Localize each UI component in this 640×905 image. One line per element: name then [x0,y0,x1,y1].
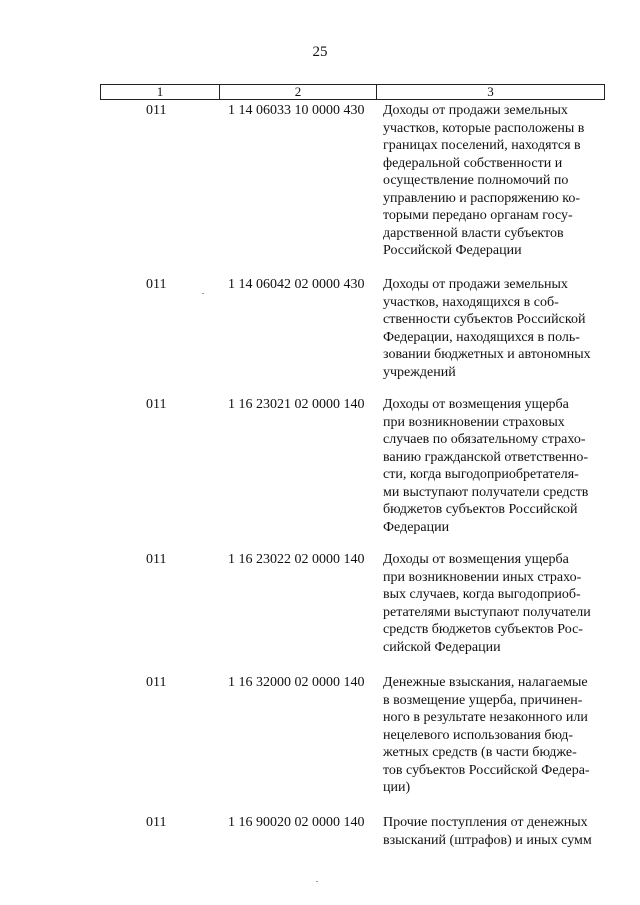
scan-speck [202,293,204,294]
admin-code-cell: 011 [146,552,167,567]
description-line: при возникновении иных страхо- [383,569,582,585]
description-line: бюджетов субъектов Российской [383,502,578,517]
description-line: Доходы от возмещения ущерба [383,552,569,567]
budget-classification-code-cell: 1 16 23022 02 0000 140 [228,552,365,567]
description-line: ванию гражданской ответственно- [383,449,589,465]
budget-classification-code-cell: 1 14 06033 10 0000 430 [228,103,365,118]
header-col-3: 3 [487,84,494,99]
description-line: сти, когда выгодоприобретателя- [383,467,579,482]
scan-speck [316,881,318,882]
budget-classification-code-cell: 1 14 06042 02 0000 430 [228,277,365,292]
admin-code-cell: 011 [146,815,167,830]
description-line: Российской Федерации [383,243,522,258]
description-line: в возмещение ущерба, причинен- [383,692,583,708]
description-line: границах поселений, находятся в [383,138,581,153]
description-line: Денежные взыскания, налагаемые [383,675,588,690]
description-line: тов субъектов Российской Федера- [383,762,590,778]
description-line: федеральной собственности и [383,155,563,171]
description-line: взысканий (штрафов) и иных сумм [383,832,592,848]
budget-classification-code-cell: 1 16 23021 02 0000 140 [228,397,365,412]
header-col-2: 2 [294,84,302,99]
description-line: сийской Федерации [383,639,501,655]
table-header [100,84,605,100]
description-line: ретателями выступают получатели [383,604,591,620]
description-line: Федерации [383,519,450,535]
budget-classification-code-cell: 1 16 90020 02 0000 140 [228,815,365,830]
description-line: Доходы от продажи земельных [383,103,568,118]
admin-code-cell: 011 [146,397,167,412]
description-line: ственности субъектов Российской [383,312,586,327]
income-description-cell [383,102,608,260]
description-line: участков, находящихся в соб- [383,294,559,310]
description-line: Доходы от возмещения ущерба [383,397,569,412]
description-line: дарственной власти субъектов [383,225,564,241]
page-number: 25 [312,44,328,60]
description-line: участков, которые расположены в [383,120,585,136]
description-line: ции) [383,780,411,795]
admin-code-cell: 011 [146,103,167,118]
description-line: Доходы от продажи земельных [383,277,568,292]
description-line: торыми передано органам госу- [383,208,573,223]
description-line: жетных средств (в части бюдже- [383,745,577,760]
budget-classification-code-cell: 1 16 32000 02 0000 140 [228,675,365,690]
income-description-cell [383,551,608,656]
description-line: Прочие поступления от денежных [383,815,588,830]
income-description-cell [383,674,608,797]
description-line: зовании бюджетных и автономных [383,347,591,362]
income-description-cell [383,396,608,536]
description-line: средств бюджетов субъектов Рос- [383,622,583,637]
description-line: нецелевого использования бюд- [383,727,574,743]
admin-code-cell: 011 [146,277,167,292]
description-line: управлению и распоряжению ко- [383,190,581,206]
description-line: случаев по обязательному страхо- [383,432,586,447]
description-line: при возникновении страховых [383,414,565,430]
income-description-cell [383,276,608,381]
income-description-cell [383,814,608,849]
description-line: вых случаев, когда выгодоприоб- [383,587,581,602]
header-col-1: 1 [156,84,164,99]
description-line: Федерации, находящихся в поль- [383,329,580,345]
description-line: осуществление полномочий по [383,173,569,188]
description-line: ного в результате незаконного или [383,710,588,725]
admin-code-cell: 011 [146,675,167,690]
description-line: учреждений [383,364,456,380]
description-line: ми выступают получатели средств [383,484,589,500]
